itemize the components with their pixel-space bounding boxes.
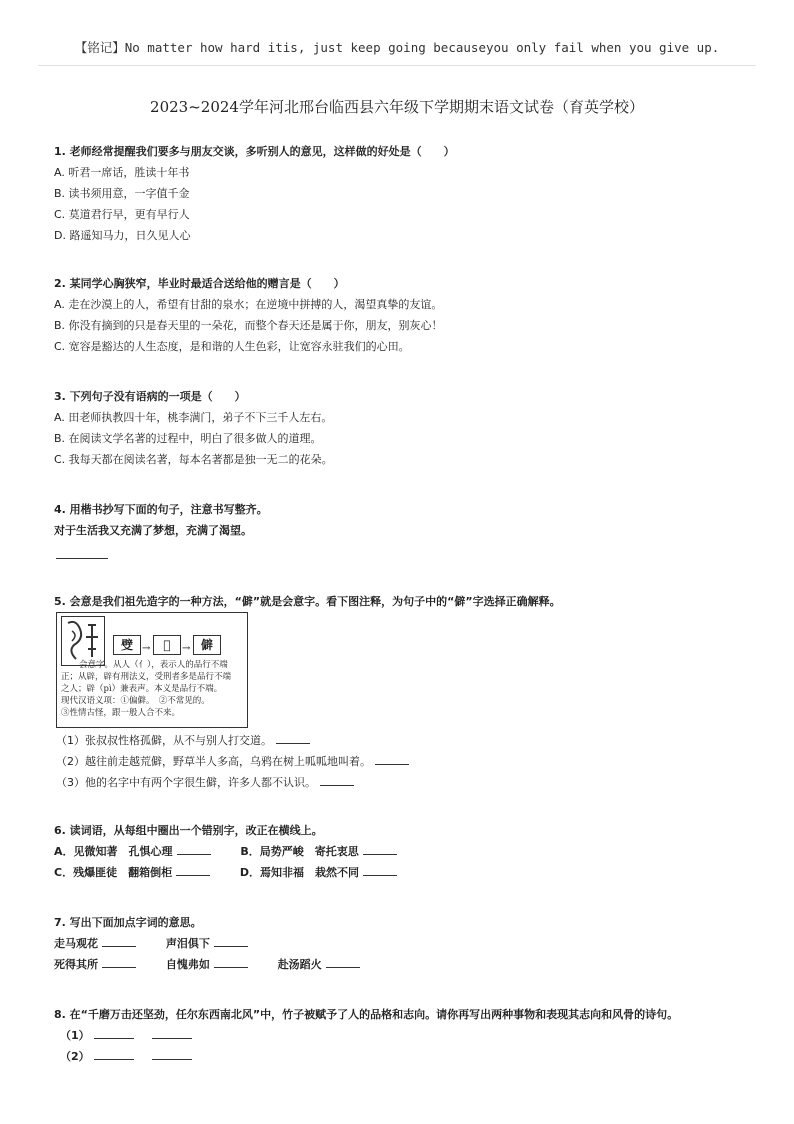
question-stem: 5. 会意是我们祖先造字的一种方法，“僻”就是会意字。看下图注释，为句子中的“僻”字选择正确解释。	[54, 595, 561, 608]
question-stem: 8. 在“千磨万击还坚劲，任尔东西南北风”中，竹子被赋予了人的品格和志向。请你再写出两种事物和表现其志向和风骨的诗句。	[54, 1008, 679, 1021]
answer-blank[interactable]	[177, 842, 211, 855]
answer-blank[interactable]	[94, 1026, 134, 1039]
option-b: B. 你没有摘到的只是春天里的一朵花，而整个春天还是属于你，朋友，别灰心！	[54, 319, 443, 332]
option-a: A. 走在沙漠上的人，希望有甘甜的泉水；在逆境中拼搏的人，渴望真挚的友谊。	[54, 298, 443, 311]
sub-item-text: （1）张叔叔性格孤僻，从不与别人打交道。	[56, 734, 272, 747]
question-4	[54, 499, 268, 566]
phrase: 死得其所	[54, 958, 98, 971]
option-b: B. 读书须用意，一字值千金	[54, 187, 190, 200]
phrase: 走马观花	[54, 937, 98, 950]
question-3	[54, 386, 333, 470]
phrase-row	[54, 954, 360, 975]
question-stem: 2. 某同学心胸狭窄，毕业时最适合送给他的赠言是（ ）	[54, 277, 345, 290]
option-c: C. 宽容是豁达的人生态度，是和谐的人生色彩，让宽容永驻我们的心田。	[54, 340, 410, 353]
answer-blank[interactable]	[363, 863, 397, 876]
answer-blank[interactable]	[56, 546, 108, 559]
answer-blank[interactable]	[152, 1047, 192, 1060]
page-title: 2023~2024学年河北邢台临西县六年级下学期期末语文试卷（育英学校）	[150, 98, 644, 116]
question-stem: 7. 写出下面加点字词的意思。	[54, 916, 202, 929]
arrow-icon: →	[142, 643, 151, 654]
answer-blank[interactable]	[375, 752, 409, 765]
word-group: A．见微知著 孔惧心理	[54, 845, 173, 858]
question-1	[54, 141, 455, 246]
question-5	[54, 591, 561, 612]
item-number: （2）	[60, 1050, 90, 1063]
answer-blank[interactable]	[102, 955, 136, 968]
header-divider	[38, 65, 756, 66]
item-number: （1）	[60, 1029, 90, 1042]
glyph-clerical: 𠇣	[153, 635, 181, 655]
option-c: C. 我每天都在阅读名著，每本名著都是独一无二的花朵。	[54, 453, 333, 466]
question-stem: 3. 下列句子没有语病的一项是（ ）	[54, 390, 246, 403]
option-b: B. 在阅读文学名著的过程中，明白了很多做人的道理。	[54, 432, 322, 445]
question-stem: 4. 用楷书抄写下面的句子，注意书写整齐。	[54, 503, 268, 516]
word-group: D．焉知非福 栽然不同	[239, 866, 360, 879]
word-group: C．残爆匪徒 翻箱倒柜	[54, 866, 173, 879]
answer-row	[54, 1025, 678, 1046]
annotation-line: 之人；辟（pì）兼表声。本义是品行不端。	[61, 684, 223, 694]
phrase: 自愧弗如	[165, 958, 210, 971]
copy-sentence: 对于生活我又充满了梦想，充满了渴望。	[54, 524, 252, 537]
answer-row	[54, 1046, 678, 1067]
glyph-regular: 僻	[193, 635, 221, 655]
glyph-seal: 䢃	[113, 635, 141, 655]
phrase: 赴汤蹈火	[277, 958, 322, 971]
question-6	[54, 820, 397, 883]
annotation-line: 正；从辟，辟有刑法义，受刑者多是品行不端	[61, 672, 232, 682]
option-a: A. 田老师执教四十年，桃李满门，弟子不下三千人左右。	[54, 411, 333, 424]
phrase-row	[54, 933, 360, 954]
answer-blank[interactable]	[276, 731, 310, 744]
answer-blank[interactable]	[214, 955, 248, 968]
answer-blank[interactable]	[102, 934, 136, 947]
figure-annotation	[61, 659, 243, 719]
sub-item-text: （2）越往前走越荒僻，野草半人多高，乌鸦在树上呱呱地叫着。	[56, 755, 371, 768]
annotation-line: ③性情古怪，跟一般人合不来。	[61, 708, 181, 718]
answer-blank[interactable]	[94, 1047, 134, 1060]
sub-item-text: （3）他的名字中有两个字很生僻，许多人都不认识。	[56, 776, 316, 789]
answer-blank[interactable]	[320, 773, 354, 786]
question-7	[54, 912, 360, 975]
answer-blank[interactable]	[363, 842, 397, 855]
etymology-figure	[56, 612, 248, 728]
question-stem: 6. 读词语，从每组中圈出一个错别字，改正在横线上。	[54, 824, 323, 837]
sub-item-1	[56, 730, 409, 751]
question-2	[54, 273, 443, 357]
option-c: C. 莫道君行早，更有早行人	[54, 208, 190, 221]
word-row	[54, 841, 397, 862]
phrase: 声泪俱下	[165, 937, 210, 950]
word-group: B．局势严峻 寄托衷思	[240, 845, 359, 858]
question-stem: 1. 老师经常提醒我们要多与朋友交谈，多听别人的意见，这样做的好处是（ ）	[54, 145, 455, 158]
sub-item-3	[56, 772, 409, 793]
annotation-line: 会意字。从人（亻），表示人的品行不端	[79, 660, 228, 670]
sub-item-2	[56, 751, 409, 772]
word-row	[54, 862, 397, 883]
annotation-line: 现代汉语义项：①偏僻。 ②不常见的。	[61, 696, 210, 706]
answer-blank[interactable]	[214, 934, 248, 947]
answer-blank[interactable]	[176, 863, 210, 876]
option-a: A. 听君一席话，胜读十年书	[54, 166, 190, 179]
option-d: D. 路遥知马力，日久见人心	[54, 229, 191, 242]
answer-blank[interactable]	[152, 1026, 192, 1039]
answer-blank[interactable]	[326, 955, 360, 968]
question-8	[54, 1004, 678, 1067]
arrow-icon: →	[182, 643, 191, 654]
question-5-items	[56, 730, 409, 793]
motto-header: 【铭记】No matter how hard itis, just keep going becauseyou only fail when you give up.	[74, 40, 720, 55]
